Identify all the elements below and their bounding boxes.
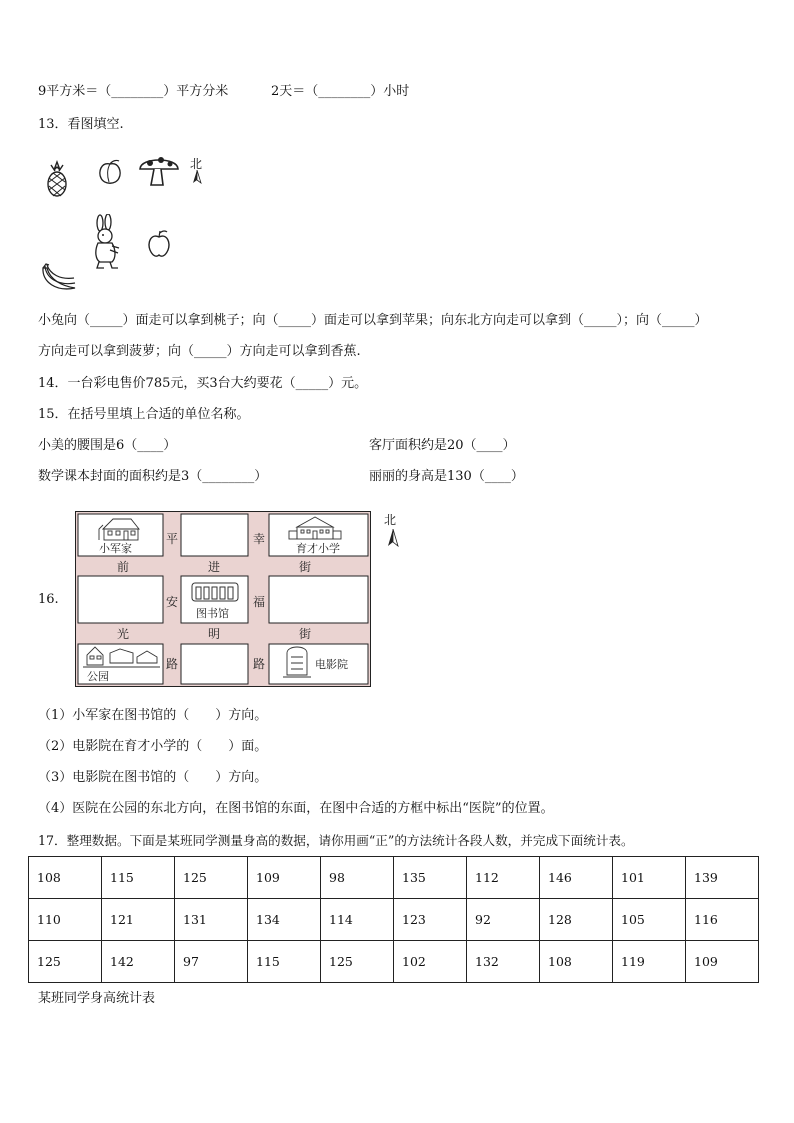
q16-sub-1: （1）小军家在图书馆的（ ）方向。 — [38, 708, 268, 723]
table-row — [29, 857, 759, 899]
banana-icon — [40, 262, 78, 294]
table-cell: 98 — [321, 857, 394, 899]
q17-caption: 某班同学身高统计表 — [38, 991, 156, 1006]
road-guangming-1: 光 — [117, 627, 130, 641]
label-park: 公园 — [87, 670, 109, 683]
pineapple-icon — [44, 160, 70, 198]
table-cell: 146 — [540, 857, 613, 899]
table-cell: 116 — [686, 899, 759, 941]
table-cell: 123 — [394, 899, 467, 941]
north-arrow-icon — [192, 170, 202, 184]
table-cell: 121 — [102, 899, 175, 941]
conversion-time-question: 2天＝（________）小时 — [271, 84, 410, 99]
table-cell: 119 — [613, 941, 686, 983]
road-pingan-1: 平 — [166, 532, 179, 546]
table-cell: 101 — [613, 857, 686, 899]
road-xingfu-1: 幸 — [253, 532, 266, 546]
q16-sub-2: （2）电影院在育才小学的（ ）面。 — [38, 739, 268, 754]
q15-item-3: 数学课本封面的面积约是3（________） — [38, 469, 268, 484]
q13-north-label: 北 — [190, 157, 203, 171]
table-cell: 128 — [540, 899, 613, 941]
q17-title: 17．整理数据。下面是某班同学测量身高的数据，请你用画“正”的方法统计各段人数，并完成下面统计表。 — [38, 833, 634, 848]
table-cell: 112 — [467, 857, 540, 899]
q15-item-4: 丽丽的身高是130（____） — [369, 469, 524, 484]
table-cell: 108 — [540, 941, 613, 983]
table-cell: 108 — [29, 857, 102, 899]
road-qianjin-3: 街 — [299, 560, 312, 574]
road-pingan-2: 安 — [166, 595, 179, 609]
table-cell: 115 — [102, 857, 175, 899]
table-cell: 109 — [248, 857, 321, 899]
table-cell: 132 — [467, 941, 540, 983]
table-cell: 92 — [467, 899, 540, 941]
q15-title: 15．在括号里填上合适的单位名称。 — [38, 407, 250, 422]
table-cell: 139 — [686, 857, 759, 899]
block-top-middle — [181, 514, 248, 556]
q13-text-line-2: 方向走可以拿到菠萝；向（_____）方向走可以拿到香蕉. — [38, 344, 361, 359]
table-row — [29, 899, 759, 941]
label-library: 图书馆 — [196, 607, 229, 620]
q16-north-label: 北 — [384, 513, 397, 527]
apple-icon — [146, 229, 172, 259]
road-xingfu-3: 路 — [253, 657, 266, 671]
table-cell: 134 — [248, 899, 321, 941]
table-cell: 97 — [175, 941, 248, 983]
table-cell: 125 — [175, 857, 248, 899]
block-middle-left — [78, 576, 163, 623]
label-yucai: 育才小学 — [296, 542, 340, 555]
table-cell: 102 — [394, 941, 467, 983]
q16-number: 16. — [38, 592, 59, 607]
table-row — [29, 941, 759, 983]
table-cell: 131 — [175, 899, 248, 941]
table-cell: 135 — [394, 857, 467, 899]
table-cell: 125 — [29, 941, 102, 983]
block-middle-right — [269, 576, 368, 623]
q13-title: 13．看图填空. — [38, 117, 124, 132]
block-bottom-middle — [181, 644, 248, 684]
road-qianjin-1: 前 — [117, 560, 130, 574]
peach-icon — [95, 158, 125, 186]
table-cell: 142 — [102, 941, 175, 983]
q14-text: 14．一台彩电售价785元，买3台大约要花（_____）元。 — [38, 376, 368, 391]
table-cell: 110 — [29, 899, 102, 941]
table-cell: 109 — [686, 941, 759, 983]
conversion-area-question: 9平方米＝（________）平方分米 — [38, 84, 229, 99]
q16-sub-3: （3）电影院在图书馆的（ ）方向。 — [38, 770, 268, 785]
road-qianjin-2: 进 — [208, 560, 221, 574]
q15-item-1: 小美的腰围是6（____） — [38, 438, 177, 453]
table-cell: 105 — [613, 899, 686, 941]
q16-sub-4: （4）医院在公园的东北方向，在图书馆的东面，在图中合适的方框中标出“医院”的位置。 — [38, 801, 554, 816]
mushroom-icon — [137, 152, 181, 188]
label-xiaojunjia: 小军家 — [99, 542, 132, 555]
height-data-table — [28, 856, 759, 983]
road-guangming-2: 明 — [208, 627, 221, 641]
table-cell: 114 — [321, 899, 394, 941]
street-map — [75, 511, 371, 687]
rabbit-icon — [90, 214, 126, 270]
label-cinema: 电影院 — [315, 658, 348, 671]
table-cell: 125 — [321, 941, 394, 983]
q15-item-2: 客厅面积约是20（____） — [369, 438, 516, 453]
road-pingan-3: 路 — [166, 657, 179, 671]
table-cell: 115 — [248, 941, 321, 983]
q13-text-line-1: 小兔向（_____）面走可以拿到桃子；向（_____）面走可以拿到苹果；向东北方向走可以拿到（_____）；向（_____） — [38, 313, 708, 328]
road-xingfu-2: 福 — [253, 595, 266, 609]
north-arrow-icon — [387, 529, 399, 547]
road-guangming-3: 街 — [299, 627, 312, 641]
